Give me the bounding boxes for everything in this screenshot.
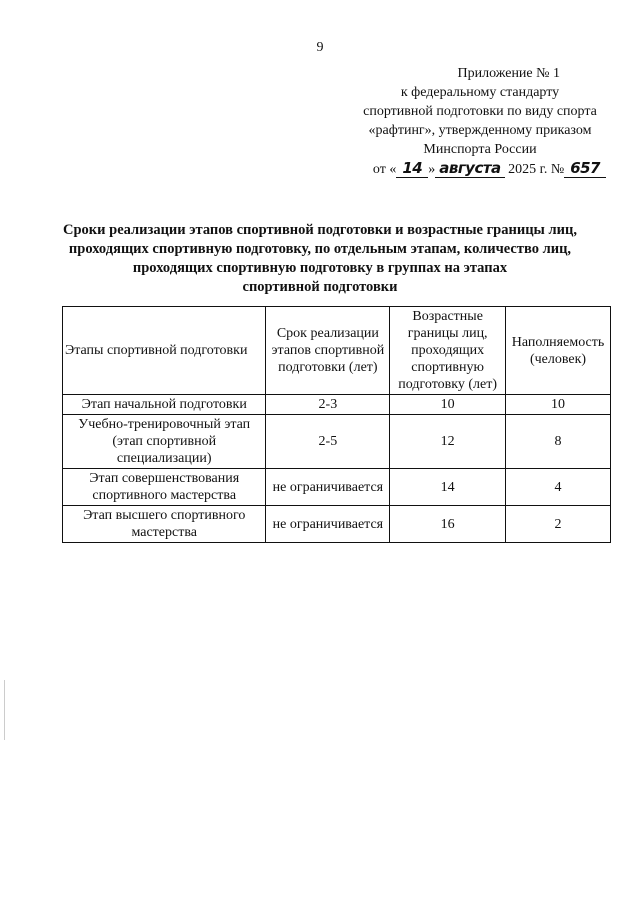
stages-table xyxy=(62,306,611,543)
title-line-2: проходящих спортивную подготовку, по отдельным этапам, количество лиц, xyxy=(68,241,572,257)
cell-size: 8 xyxy=(506,415,611,469)
cell-size: 4 xyxy=(506,469,611,506)
appendix-line-1: Приложение № 1 xyxy=(457,66,560,81)
document-title xyxy=(40,221,600,297)
appendix-line-5: Минспорта России xyxy=(423,142,537,157)
cell-age: 16 xyxy=(390,506,506,543)
date-year: 2025 г. № xyxy=(508,162,565,177)
page-number: 9 xyxy=(316,40,324,55)
header-group-size: Наполняемость (человек) xyxy=(506,307,611,395)
cell-stage: Этап совершенствования спортивного мастерства xyxy=(63,469,266,506)
cell-duration: не ограничивается xyxy=(266,469,390,506)
order-number-handwritten: 657 xyxy=(564,159,606,178)
cell-duration: не ограничивается xyxy=(266,506,390,543)
cell-stage: Этап начальной подготовки xyxy=(63,395,266,415)
header-age-limits: Возрастные границы лиц, проходящих спортивную подготовку (лет) xyxy=(390,307,506,395)
appendix-line-3: спортивной подготовки по виду спорта xyxy=(363,104,597,119)
cell-age: 10 xyxy=(390,395,506,415)
cell-duration: 2-3 xyxy=(266,395,390,415)
cell-size: 2 xyxy=(506,506,611,543)
title-line-1: Сроки реализации этапов спортивной подготовки и возрастные границы лиц, xyxy=(63,222,577,238)
table-row xyxy=(63,415,611,469)
table-row xyxy=(63,469,611,506)
appendix-block xyxy=(310,64,610,179)
cell-age: 12 xyxy=(390,415,506,469)
table-header-row xyxy=(63,307,611,395)
date-day-handwritten: 14 xyxy=(396,159,428,178)
title-line-4: спортивной подготовки xyxy=(242,279,398,295)
date-prefix: от « xyxy=(372,162,397,177)
cell-size: 10 xyxy=(506,395,611,415)
cell-age: 14 xyxy=(390,469,506,506)
table-row xyxy=(63,506,611,543)
title-line-3: проходящих спортивную подготовку в группах на этапах xyxy=(132,260,508,276)
cell-stage: Учебно-тренировочный этап (этап спортивной специализации) xyxy=(63,415,266,469)
table-row xyxy=(63,395,611,415)
cell-stage: Этап высшего спортивного мастерства xyxy=(63,506,266,543)
appendix-line-4: «рафтинг», утвержденному приказом xyxy=(368,123,592,138)
cell-duration: 2-5 xyxy=(266,415,390,469)
order-date-line xyxy=(310,159,610,179)
appendix-line-2: к федеральному стандарту xyxy=(400,85,560,100)
scan-edge-mark xyxy=(4,680,5,740)
date-month-handwritten: августа xyxy=(435,159,504,178)
date-mid: » xyxy=(428,162,436,177)
header-stages: Этапы спортивной подготовки xyxy=(63,307,266,395)
header-duration: Срок реализации этапов спортивной подготовки (лет) xyxy=(266,307,390,395)
